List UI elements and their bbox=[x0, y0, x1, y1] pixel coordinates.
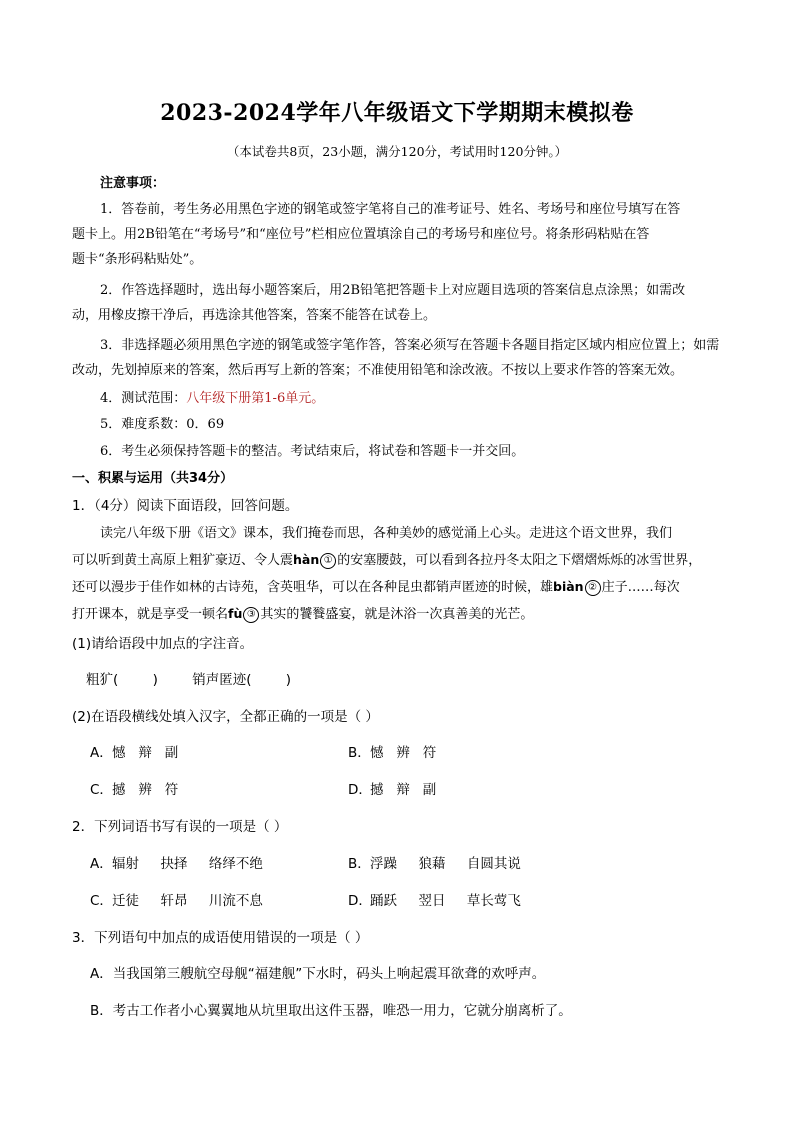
passage-line-2-text-a: 可以听到黄土高原上粗犷豪迈、令人震 bbox=[72, 553, 294, 568]
passage-line-2 bbox=[72, 549, 701, 569]
q3-option-a: A．当我国第三艘航空母舰“福建舰”下水时，码头上响起震耳欲聋的欢呼声。 bbox=[90, 966, 546, 982]
option-key: D． bbox=[348, 893, 372, 909]
section-heading: 一、积累与运用（共34分） bbox=[72, 471, 234, 486]
question-1-sub-2: (2)在语段横线处填入汉字，全都正确的一项是（ ） bbox=[72, 709, 379, 725]
q2-option-d bbox=[348, 889, 521, 909]
passage-line-3-text-a: 还可以漫步于佳作如林的古诗苑，含英咀华，可以在各种昆虫都销声匿迹的时候，雄 bbox=[72, 580, 554, 595]
option-a bbox=[90, 741, 178, 761]
pinyin-1: hàn bbox=[293, 552, 320, 567]
passage-line-4 bbox=[72, 603, 533, 623]
option-b bbox=[348, 741, 436, 761]
question-1-sub-1: (1)请给语段中加点的字注音。 bbox=[72, 636, 254, 652]
question-3-stem: 3．下列语句中加点的成语使用错误的一项是（ ） bbox=[72, 930, 369, 946]
question-1-stem: 1．（4分）阅读下面语段，回答问题。 bbox=[72, 498, 299, 514]
option-text: 迁徒 轩昂 川流不息 bbox=[112, 893, 263, 909]
pinyin-2: biàn bbox=[553, 579, 584, 594]
option-text: 憾 辨 符 bbox=[370, 745, 437, 761]
test-range: 八年级下册第1-6单元。 bbox=[186, 391, 325, 406]
passage-line-2-text-b: 的安塞腰鼓，可以看到各拉丹冬太阳之下熠熠烁烁的冰雪世界， bbox=[337, 553, 702, 568]
blank-marker-3: ③ bbox=[243, 607, 259, 623]
option-key: D． bbox=[348, 782, 372, 798]
notice-item-3-line-2: 改动，先划掉原来的答案，然后再写上新的答案；不准使用铅笔和涂改液。不按以上要求作答的答案无效。 bbox=[72, 363, 684, 378]
option-c bbox=[90, 778, 178, 798]
q2-option-a bbox=[90, 852, 263, 872]
q2-option-c bbox=[90, 889, 263, 909]
passage-line-4-text-b: 其实的饕餮盛宴，就是沐浴一次真善美的光芒。 bbox=[260, 607, 534, 622]
passage-line-1: 读完八年级下册《语文》课本，我们掩卷而思，各种美妙的感觉涌上心头。走进这个语文世界，我们 bbox=[100, 526, 673, 541]
option-text: 撼 辩 副 bbox=[370, 782, 437, 798]
notice-item-5: 5．难度系数：0．69 bbox=[100, 417, 225, 432]
option-d bbox=[348, 778, 436, 798]
notice-item-6: 6．考生必须保持答题卡的整洁。考试结束后，将试卷和答题卡一并交回。 bbox=[100, 444, 525, 459]
option-key: B． bbox=[348, 856, 371, 872]
notice-item-1-line-1: 1．答卷前，考生务必用黑色字迹的钢笔或签字笔将自己的准考证号、姓名、考场号和座位号填写在答 bbox=[100, 202, 681, 217]
option-key: C． bbox=[90, 893, 113, 909]
notice-item-2-line-2: 动，用橡皮擦干净后，再选涂其他答案，答案不能答在试卷上。 bbox=[72, 308, 437, 323]
option-text: 踊跃 翌日 草长莺飞 bbox=[370, 893, 521, 909]
notice-item-1-line-3: 题卡“条形码粘贴处”。 bbox=[72, 252, 203, 267]
option-text: 辐射 抉择 络绎不绝 bbox=[112, 856, 263, 872]
blank-marker-1: ① bbox=[320, 553, 336, 569]
pinyin-answer-blanks: 粗犷( ) 销声匿迹( ) bbox=[86, 672, 292, 688]
notice-item-4 bbox=[100, 387, 324, 406]
option-key: A． bbox=[90, 745, 113, 761]
passage-line-4-text-a: 打开课本，就是享受一顿名 bbox=[72, 607, 229, 622]
notice-item-4-label: 4．测试范围： bbox=[100, 391, 187, 406]
passage-line-3-text-b: 庄子……每次 bbox=[601, 580, 680, 595]
notice-item-3-line-1: 3．非选择题必须用黑色字迹的钢笔或签字笔作答，答案必须写在答题卡各题目指定区域内相应位置上；如需 bbox=[100, 338, 720, 353]
notice-item-1-line-2: 题卡上。用2B铅笔在“考场号”和“座位号”栏相应位置填涂自己的考场号和座位号。将条形码粘贴在答 bbox=[72, 227, 650, 242]
page-title: 2023-2024学年八年级语文下学期期末模拟卷 bbox=[160, 100, 634, 126]
option-key: C． bbox=[90, 782, 113, 798]
notice-item-2-line-1: 2．作答选择题时，选出每小题答案后，用2B铅笔把答题卡上对应题目选项的答案信息点涂黑；如需改 bbox=[100, 283, 686, 298]
pinyin-3: fù bbox=[228, 606, 243, 621]
option-text: 憾 辩 副 bbox=[112, 745, 179, 761]
option-text: 浮躁 狼藉 自圆其说 bbox=[370, 856, 521, 872]
passage-line-3 bbox=[72, 576, 680, 596]
notice-heading: 注意事项： bbox=[100, 176, 166, 191]
option-key: B． bbox=[348, 745, 371, 761]
option-text: 撼 辨 符 bbox=[112, 782, 179, 798]
option-key: A． bbox=[90, 856, 113, 872]
q2-option-b bbox=[348, 852, 521, 872]
question-2-stem: 2．下列词语书写有误的一项是（ ） bbox=[72, 819, 288, 835]
q3-option-b: B．考古工作者小心翼翼地从坑里取出这件玉器，唯恐一用力，它就分崩离析了。 bbox=[90, 1003, 572, 1019]
exam-subtitle: （本试卷共8页，23小题，满分120分，考试用时120分钟。） bbox=[226, 144, 568, 159]
blank-marker-2: ② bbox=[585, 580, 601, 596]
